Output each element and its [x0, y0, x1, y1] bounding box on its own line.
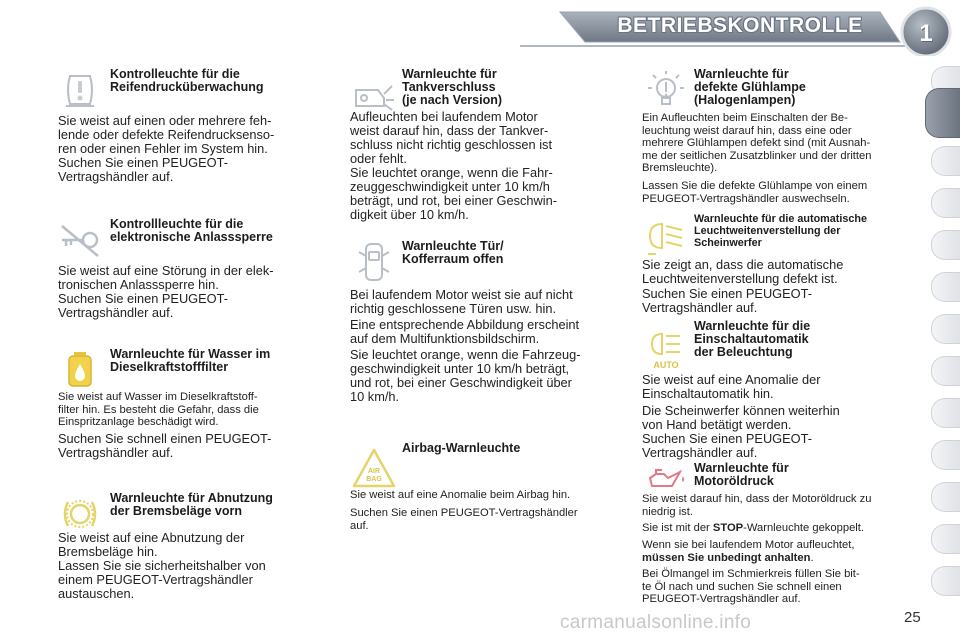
text-line: Suchen Sie einen PEUGEOT-Vertragshändler [350, 507, 578, 519]
text-line: Suchen Sie einen PEUGEOT- [642, 286, 813, 301]
door-open-paragraph-3 [350, 348, 612, 404]
chapter-tab[interactable] [931, 566, 960, 596]
text-line: 10 km/h. [350, 389, 400, 404]
tpms-paragraph-1 [58, 114, 320, 156]
chapter-tab[interactable] [931, 188, 960, 218]
title-line: Warnleuchte Tür/ [402, 239, 504, 253]
text-line: auf. [350, 519, 369, 532]
chapter-tab[interactable] [931, 440, 960, 470]
text-line: Sie leuchtet orange, wenn die Fahrzeug- [350, 347, 581, 362]
text-line: Suchen Sie einen PEUGEOT- [58, 291, 229, 306]
title-line: Kofferraum offen [402, 252, 504, 266]
title-line: Warnleuchte für [694, 67, 789, 81]
title-line: Airbag-Warnleuchte [402, 441, 521, 455]
title-line: Kontrollleuchte für die [110, 217, 244, 231]
title-line: Scheinwerfer [694, 237, 762, 249]
text-line: Bei laufendem Motor weist sie auf nicht [350, 287, 573, 302]
title-line: Warnleuchte für Wasser im [110, 347, 271, 361]
text-line: Sie leuchtet orange, wenn die Fahr- [350, 165, 553, 180]
water-in-diesel-paragraph-2 [58, 432, 320, 460]
fuel-cap-paragraph-1 [350, 110, 612, 166]
title-line: Tankverschluss [402, 80, 496, 94]
text-line: richtig geschlossene Türen usw. hin. [350, 301, 557, 316]
auto-lighting-title [694, 320, 810, 359]
auto-icon-text: AUTO [653, 360, 679, 370]
text-line: niedrig ist. [642, 505, 693, 518]
title-line: Warnleuchte für Abnutzung [110, 491, 273, 505]
text-line: Vertragshändler auf. [58, 305, 174, 320]
page-title: BETRIEBSKONTROLLE [617, 14, 863, 37]
page-number: 25 [904, 609, 921, 626]
airbag-title [402, 442, 520, 455]
title-line: Leuchtweitenverstellung der [694, 225, 841, 237]
text-line: Sie weist darauf hin, dass der Motoröldruck zu [642, 493, 872, 505]
title-line: Dieselkraftstofffilter [110, 360, 229, 374]
text-line: PEUGEOT-Vertragshändler auswechseln. [642, 192, 850, 205]
chapter-tab[interactable] [931, 482, 960, 512]
stop-emphasis: STOP [712, 522, 744, 534]
text-line: auf dem Multifunktionsbildschirm. [350, 331, 540, 346]
fuel-cap-paragraph-2 [350, 166, 612, 222]
text-line: einem PEUGEOT-Vertragshändler [58, 572, 253, 587]
oil-pressure-title [694, 462, 789, 488]
text-line: filter hin. Es besteht die Gefahr, dass die [58, 403, 259, 416]
text-segment: -Warnleuchte gekoppelt. [743, 522, 864, 534]
text-line: Sie weist auf eine Anomalie der [642, 372, 821, 387]
text-line: tronischen Anlasssperre hin. [58, 277, 219, 292]
text-line: Aufleuchten bei laufendem Motor [350, 109, 538, 124]
title-line: defekte Glühlampe [694, 80, 806, 94]
text-line: oder fehlt. [350, 151, 407, 166]
chapter-tab[interactable] [931, 356, 960, 386]
immobilizer-paragraph-1 [58, 264, 320, 292]
headlamp-leveling-icon [642, 214, 690, 258]
text-line: me der seitlichen Zusatzblinker und der dritten [642, 149, 872, 162]
text-line: Sie weist auf eine Abnutzung der [58, 530, 245, 545]
title-line: Warnleuchte für die [694, 319, 811, 333]
airbag-paragraph-1 [350, 489, 618, 502]
text-line: ren oder einen Fehler im System hin. [58, 141, 268, 156]
text-line: Sie weist auf eine Anomalie beim Airbag hin. [350, 489, 571, 501]
text-line: Einspritzanlage beschädigt wird. [58, 416, 219, 428]
immobilizer-paragraph-2 [58, 292, 320, 320]
text-line: digkeit über 10 km/h. [350, 207, 469, 222]
text-line: austauschen. [58, 586, 135, 601]
auto-lighting-paragraph-2 [642, 404, 904, 432]
title-line: Warnleuchte für [402, 67, 497, 81]
brake-pads-paragraph-2 [58, 559, 320, 601]
text-line: te Öl nach und suchen Sie schnell einen [642, 580, 842, 593]
text-line: Bremsbeläge hin. [58, 544, 158, 559]
text-line: Vertragshändler auf. [58, 169, 174, 184]
fuel-cap-title [402, 68, 502, 107]
water-in-fuel-icon [56, 348, 104, 392]
chapter-tab-strip [925, 66, 960, 606]
title-line: Einschaltautomatik [694, 332, 809, 346]
title-line: Warnleuchte für [694, 461, 789, 475]
auto-lighting-paragraph-3 [642, 432, 904, 460]
title-line: (Halogenlampen) [694, 93, 796, 107]
text-line: Sie weist auf eine Störung in der elek- [58, 263, 274, 278]
text-segment: . [810, 551, 814, 564]
oil-pressure-paragraph-1 [642, 493, 904, 518]
text-line: Bremsleuchte). [642, 162, 718, 174]
door-open-paragraph-2 [350, 318, 612, 346]
chapter-tab[interactable] [931, 314, 960, 344]
text-line: Ein Aufleuchten beim Einschalten der Be- [642, 112, 848, 124]
door-open-paragraph-1 [350, 288, 612, 316]
text-line: Wenn sie bei laufendem Motor aufleuchtet, [642, 539, 855, 551]
text-line: Lassen Sie die defekte Glühlampe von einem [642, 180, 868, 192]
airbag-icon-text-bottom: BAG [366, 476, 382, 483]
text-line: von Hand betätigt werden. [642, 417, 792, 432]
airbag-icon-text-top: AIR [367, 468, 381, 475]
auto-lighting-icon [642, 328, 690, 372]
watermark: carmanualsonline.info [560, 612, 752, 633]
text-line: Sie zeigt an, dass die automatische [642, 257, 844, 272]
text-line: geschwindigkeit unter 10 km/h beträgt, [350, 361, 570, 376]
text-line: Suchen Sie einen PEUGEOT- [642, 431, 813, 446]
title-line: Warnleuchte für die automatische [694, 213, 867, 225]
stop-now-emphasis: müssen Sie unbedingt anhalten [642, 551, 811, 564]
bulb-failure-icon [642, 70, 690, 114]
tire-pressure-icon [56, 68, 104, 112]
header-band [0, 0, 960, 52]
text-line: zeuggeschwindigkeit unter 10 km/h [350, 179, 550, 194]
text-line: Suchen Sie schnell einen PEUGEOT- [58, 431, 272, 446]
brake-pads-paragraph-1 [58, 531, 320, 559]
text-line: Suchen Sie einen PEUGEOT- [58, 155, 229, 170]
brake-pads-title [110, 492, 273, 518]
chapter-tab[interactable] [931, 230, 960, 260]
text-line: Sie weist auf Wasser im Dieselkraftstoff- [58, 391, 258, 403]
text-line: Leuchtweitenverstellung defekt ist. [642, 271, 838, 286]
bulb-paragraph-1 [642, 112, 904, 175]
airbag-paragraph-2 [350, 507, 618, 532]
text-line: Sie weist auf einen oder mehrere feh- [58, 113, 272, 128]
title-line: elektronische Anlasssperre [110, 230, 273, 244]
text-line: Vertragshändler auf. [642, 445, 758, 460]
oil-pressure-paragraph-3 [642, 539, 904, 564]
bulb-paragraph-2 [642, 180, 904, 205]
oil-pressure-paragraph-2 [642, 522, 904, 535]
title-line: der Bremsbeläge vorn [110, 504, 242, 518]
chapter-tab[interactable] [931, 524, 960, 554]
chapter-tab[interactable] [931, 146, 960, 176]
door-open-icon [350, 240, 398, 284]
title-line: Motoröldruck [694, 474, 774, 488]
text-line: schluss nicht richtig geschlossen ist [350, 137, 552, 152]
text-line: beträgt, und rot, bei einer Geschwin- [350, 193, 557, 208]
water-in-diesel-title [110, 348, 270, 374]
text-line: lende oder defekte Reifendrucksenso- [58, 127, 275, 142]
text-line: mehrere Glühlampen defekt sind (mit Ausnah- [642, 137, 871, 149]
airbag-warning-icon [350, 446, 398, 490]
immobilizer-title [110, 218, 273, 244]
auto-leveling-title [694, 213, 867, 249]
title-line: Reifendrucküberwachung [110, 80, 264, 94]
auto-leveling-paragraph-1 [642, 258, 904, 286]
auto-leveling-paragraph-2 [642, 287, 904, 315]
text-line: Vertragshändler auf. [58, 445, 174, 460]
text-line: Einschaltautomatik hin. [642, 386, 774, 401]
auto-lighting-paragraph-1 [642, 373, 904, 401]
text-line: Die Scheinwerfer können weiterhin [642, 403, 840, 418]
text-line: Bei Ölmangel im Schmierkreis füllen Sie bit- [642, 568, 860, 580]
text-line: Vertragshändler auf. [642, 300, 758, 315]
key-crossed-icon [56, 218, 104, 262]
chapter-number: 1 [919, 20, 933, 47]
bulb-title [694, 68, 806, 107]
text-line: leuchtung weist darauf hin, dass eine oder [642, 124, 852, 137]
oil-pressure-paragraph-4 [642, 568, 904, 606]
text-line: PEUGEOT-Vertragshändler auf. [642, 593, 801, 605]
text-line: Eine entsprechende Abbildung erscheint [350, 317, 580, 332]
text-line: und rot, bei einer Geschwindigkeit über [350, 375, 572, 390]
door-open-title [402, 240, 504, 266]
text-segment: Sie ist mit der [642, 522, 713, 534]
title-line: Kontrolleuchte für die [110, 67, 240, 81]
chapter-tab[interactable] [931, 272, 960, 302]
chapter-tab-active[interactable] [925, 88, 960, 138]
water-in-diesel-paragraph-1 [58, 391, 320, 429]
tpms-paragraph-2 [58, 156, 320, 184]
chapter-tab[interactable] [931, 398, 960, 428]
text-line: Lassen Sie sie sicherheitshalber von [58, 558, 266, 573]
tpms-title [110, 68, 264, 94]
title-line: der Beleuchtung [694, 345, 793, 359]
text-line: weist darauf hin, dass der Tankver- [350, 123, 549, 138]
title-line: (je nach Version) [402, 93, 503, 107]
